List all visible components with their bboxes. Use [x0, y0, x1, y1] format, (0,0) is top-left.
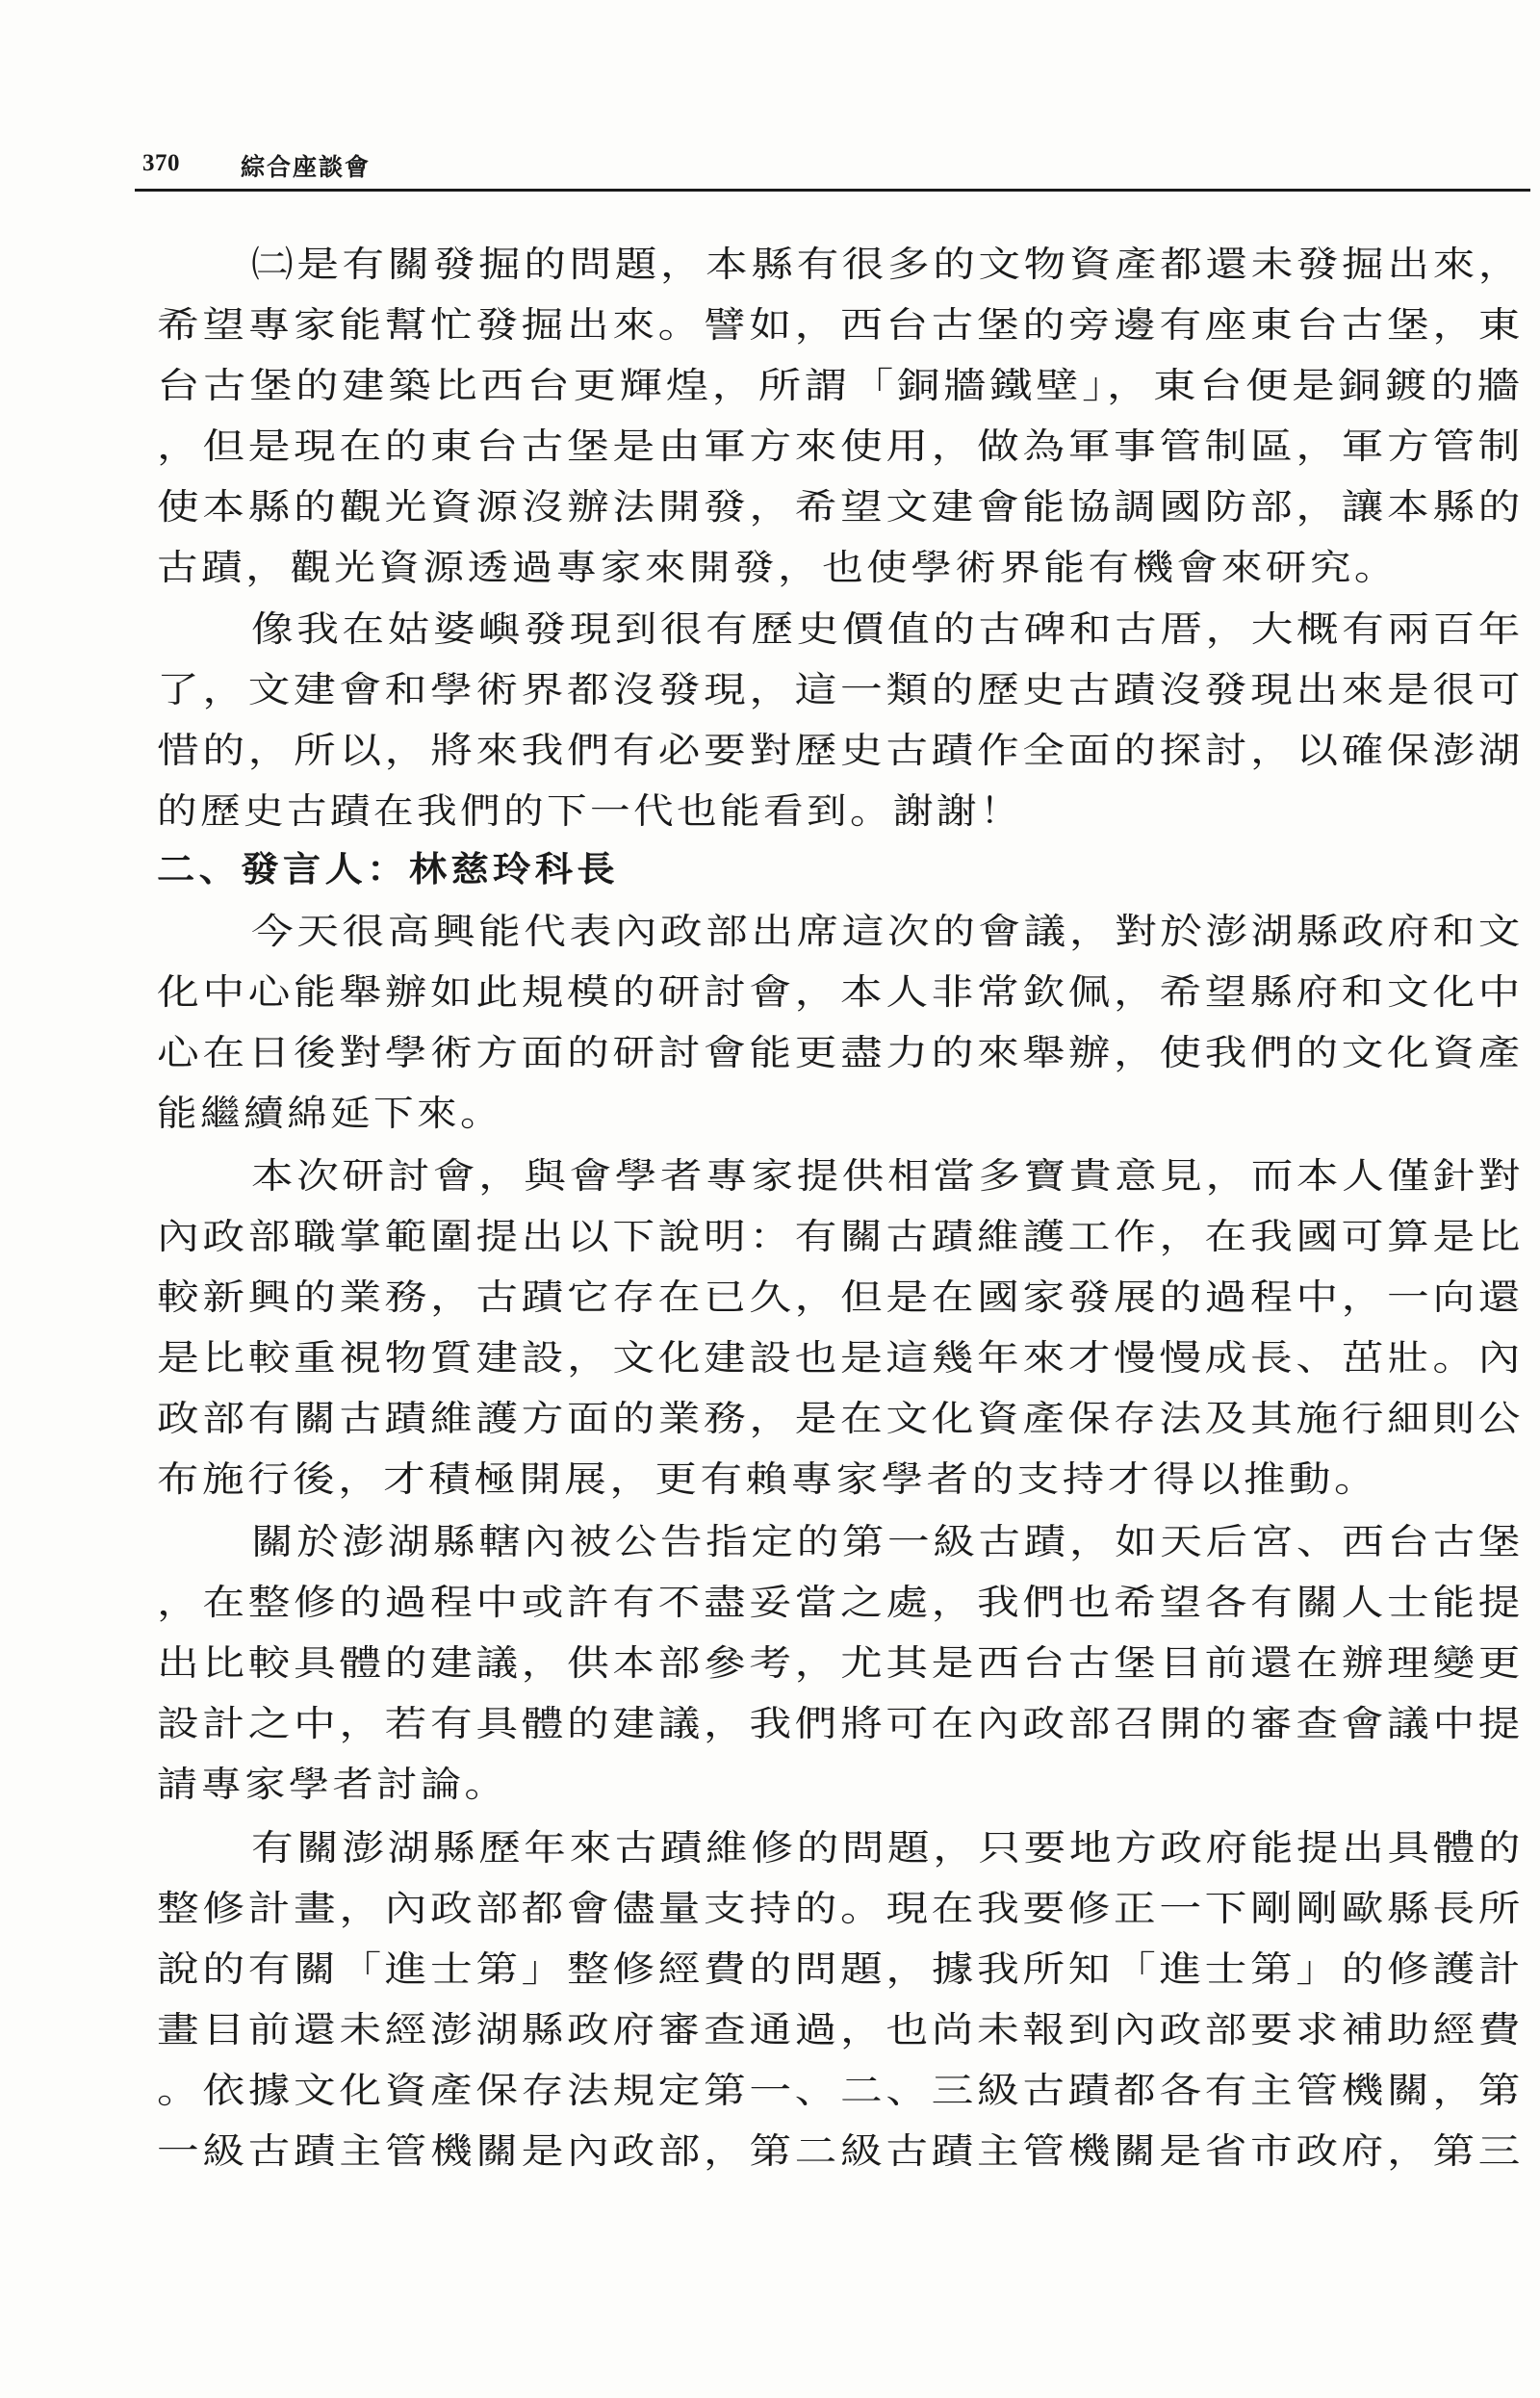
text-line: 古蹟，觀光資源透過專家來開發，也使學術界能有機會來研究。 [157, 547, 1399, 588]
text-line: 畫目前還未經澎湖縣政府審查通過，也尚未報到內政部要求補助經費 [157, 2009, 1524, 2050]
text-line: 像我在姑婆嶼發現到很有歷史價值的古碑和古厝，大概有兩百年 [251, 608, 1524, 650]
text-line: 希望專家能幫忙發掘出來。譬如，西台古堡的旁邊有座東台古堡，東 [157, 304, 1524, 346]
text-line: 惜的，所以，將來我們有必要對歷史古蹟作全面的探討，以確保澎湖 [157, 730, 1524, 771]
text-line: 是比較重視物質建設，文化建設也是這幾年來才慢慢成長、茁壯。內 [157, 1337, 1524, 1379]
section-heading: 二、發言人：林慈玲科長 [157, 850, 620, 890]
text-line: 使本縣的觀光資源沒辦法開發，希望文建會能協調國防部，讓本縣的 [157, 486, 1524, 528]
text-line: 台古堡的建築比西台更輝煌，所謂「銅牆鐵壁」，東台便是銅鍍的牆 [157, 365, 1524, 406]
text-line: ㈡是有關發掘的問題，本縣有很多的文物資產都還未發掘出來， [251, 244, 1524, 285]
text-line: 內政部職掌範圍提出以下說明：有關古蹟維護工作，在我國可算是比 [157, 1216, 1524, 1257]
text-line: ，在整修的過程中或許有不盡妥當之處，我們也希望各有關人士能提 [157, 1582, 1524, 1623]
text-line: 一級古蹟主管機關是內政部，第二級古蹟主管機關是省市政府，第三 [157, 2130, 1524, 2172]
text-line: 整修計畫，內政部都會儘量支持的。現在我要修正一下剛剛歐縣長所 [157, 1888, 1524, 1929]
page-header [135, 146, 1530, 192]
text-line: 本次研討會，與會學者專家提供相當多寶貴意見，而本人僅針對 [251, 1155, 1524, 1197]
text-line: 較新興的業務，古蹟它存在已久，但是在國家發展的過程中，一向還 [157, 1276, 1524, 1318]
text-line: 請專家學者討論。 [157, 1764, 508, 1805]
text-line: 能繼續綿延下來。 [157, 1093, 503, 1134]
text-line: 心在日後對學術方面的研討會能更盡力的來舉辦，使我們的文化資產 [157, 1032, 1524, 1073]
text-line: 有關澎湖縣歷年來古蹟維修的問題，只要地方政府能提出具體的 [251, 1827, 1524, 1869]
page-number: 370 [142, 150, 180, 176]
running-title: 綜合座談會 [241, 153, 372, 181]
text-line: 今天很高興能代表內政部出席這次的會議，對於澎湖縣政府和文 [251, 911, 1524, 952]
text-line: 。依據文化資產保存法規定第一、二、三級古蹟都各有主管機關，第 [157, 2070, 1524, 2111]
text-line: 政部有關古蹟維護方面的業務，是在文化資產保存法及其施行細則公 [157, 1398, 1524, 1439]
text-line: 關於澎湖縣轄內被公告指定的第一級古蹟，如天后宮、西台古堡 [251, 1521, 1524, 1562]
text-line: 設計之中，若有具體的建議，我們將可在內政部召開的審查會議中提 [157, 1703, 1524, 1744]
text-line: 布施行後，才積極開展，更有賴專家學者的支持才得以推動。 [157, 1458, 1379, 1500]
text-line: ，但是現在的東台古堡是由軍方來使用，做為軍事管制區，軍方管制 [157, 425, 1524, 467]
text-line: 出比較具體的建議，供本部參考，尤其是西台古堡目前還在辦理變更 [157, 1642, 1524, 1684]
text-line: 說的有關「進士第」整修經費的問題，據我所知「進士第」的修護計 [157, 1948, 1524, 1990]
text-line: 了，文建會和學術界都沒發現，這一類的歷史古蹟沒發現出來是很可 [157, 669, 1524, 710]
text-line: 化中心能舉辦如此規模的研討會，本人非常欽佩，希望縣府和文化中 [157, 971, 1524, 1013]
text-line: 的歷史古蹟在我們的下一代也能看到。謝謝！ [157, 790, 1023, 832]
